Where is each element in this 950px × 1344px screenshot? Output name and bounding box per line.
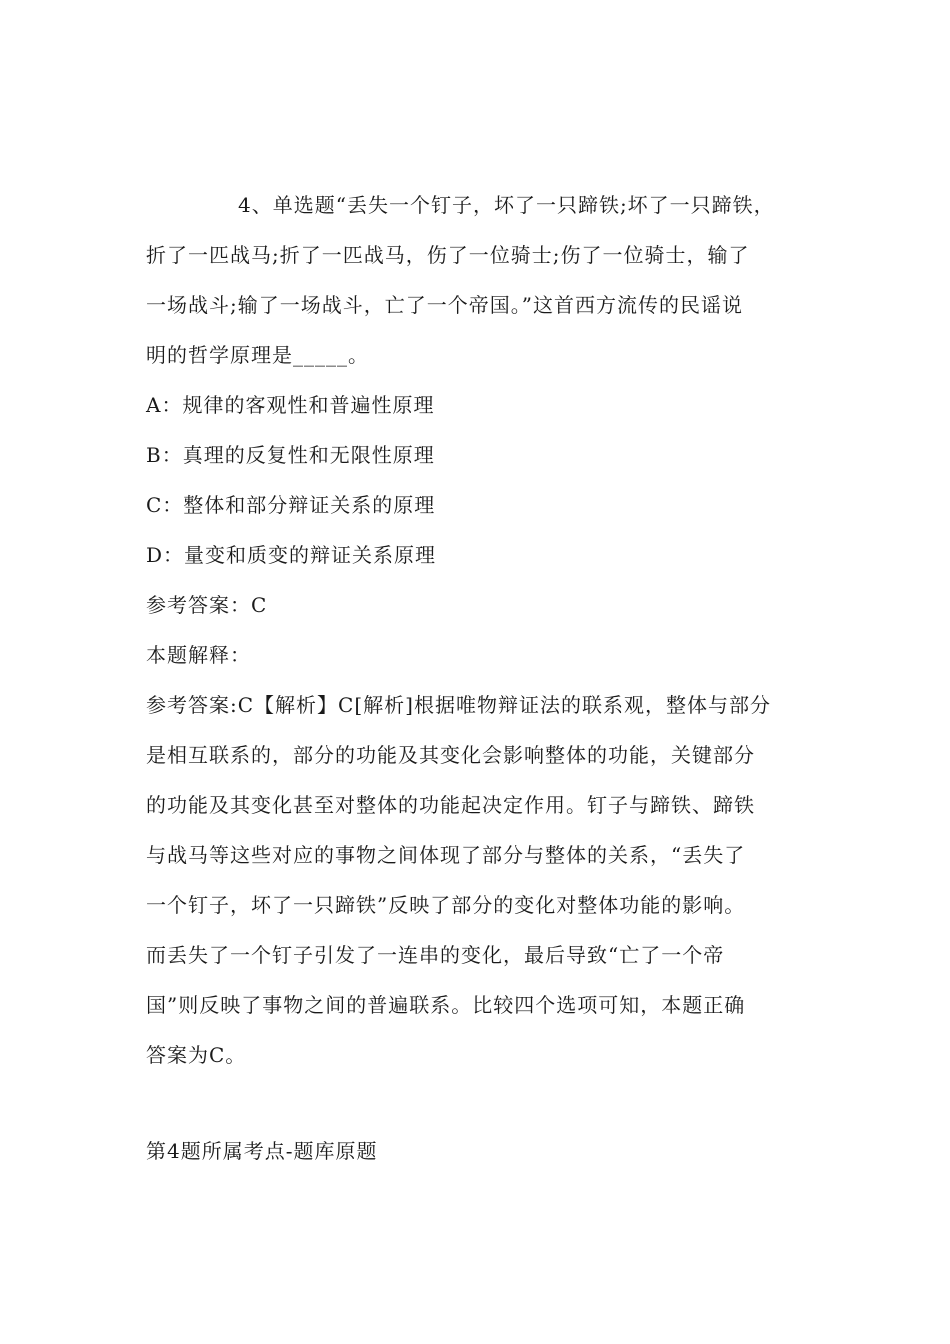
question-stem-line-2: 折了一匹战马;折了一匹战马，伤了一位骑士;伤了一位骑士，输了 bbox=[146, 243, 750, 267]
knowledge-point-footer: 第4题所属考点-题库原题 bbox=[146, 1139, 378, 1163]
explanation-line-3: 的功能及其变化甚至对整体的功能起决定作用。钉子与蹄铁、蹄铁 bbox=[146, 793, 755, 817]
explanation-line-8: 答案为C。 bbox=[146, 1043, 247, 1067]
explanation-line-4: 与战马等这些对应的事物之间体现了部分与整体的关系，“丢失了 bbox=[146, 843, 746, 867]
explanation-line-5: 一个钉子，坏了一只蹄铁”反映了部分的变化对整体功能的影响。 bbox=[146, 893, 746, 917]
question-block bbox=[146, 180, 836, 1176]
question-stem-line-3: 一场战斗;输了一场战斗，亡了一个帝国。”这首西方流传的民谣说 bbox=[146, 293, 743, 317]
option-c: C：整体和部分辩证关系的原理 bbox=[146, 493, 436, 517]
reference-answer: 参考答案：C bbox=[146, 593, 268, 617]
explanation-title: 本题解释： bbox=[146, 643, 251, 667]
spacer bbox=[146, 1080, 836, 1126]
option-b: B：真理的反复性和无限性原理 bbox=[146, 443, 435, 467]
option-a: A：规律的客观性和普遍性原理 bbox=[146, 393, 435, 417]
question-stem-line-4: 明的哲学原理是_____。 bbox=[146, 343, 369, 367]
question-stem-line-1: 4、单选题“丢失一个钉子，坏了一只蹄铁;坏了一只蹄铁， bbox=[238, 193, 775, 217]
explanation-line-1: 参考答案:C【解析】C[解析]根据唯物辩证法的联系观，整体与部分 bbox=[146, 693, 771, 717]
explanation-line-2: 是相互联系的，部分的功能及其变化会影响整体的功能，关键部分 bbox=[146, 743, 755, 767]
explanation-line-7: 国”则反映了事物之间的普遍联系。比较四个选项可知，本题正确 bbox=[146, 993, 746, 1017]
explanation-line-6: 而丢失了一个钉子引发了一连串的变化，最后导致“亡了一个帝 bbox=[146, 943, 725, 967]
option-d: D：量变和质变的辩证关系原理 bbox=[146, 543, 437, 567]
